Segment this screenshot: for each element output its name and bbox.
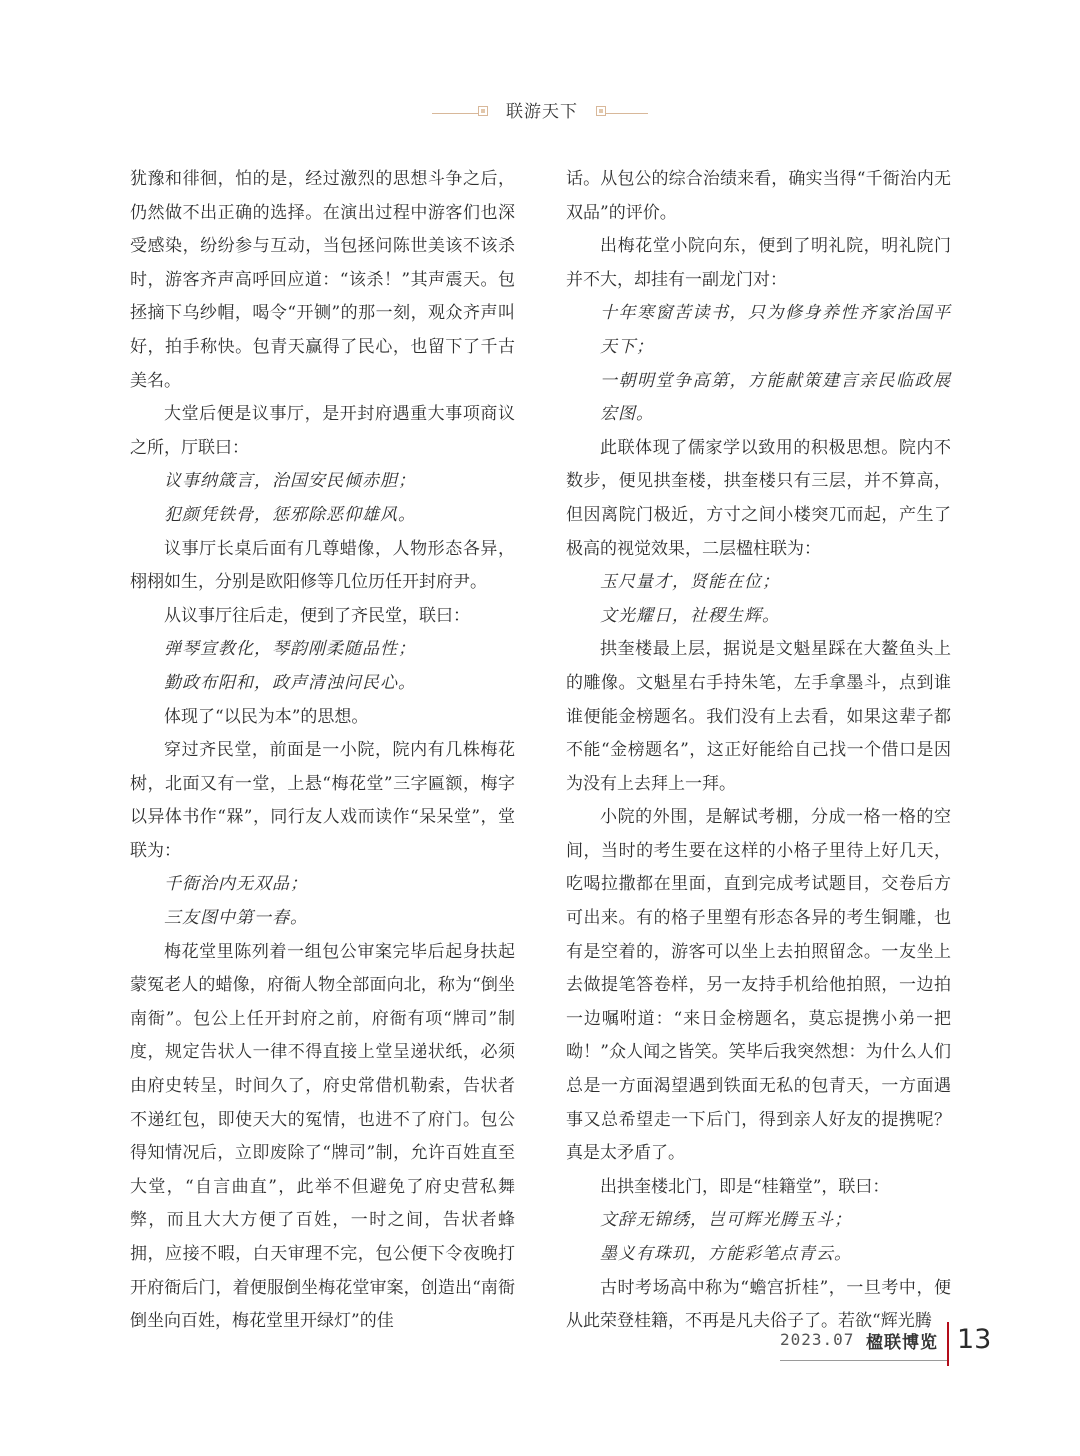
body-paragraph: 穿过齐民堂，前面是一小院，院内有几株梅花树，北面又有一堂，上悬“梅花堂”三字匾额，梅字以异体书作“槑”，同行友人戏而读作“呆呆堂”，堂联为： [130, 740, 515, 861]
body-paragraph: 古时考场高中称为“蟾宫折桂”，一旦考中，便从此荣登桂籍，不再是凡夫俗子了。若欲“辉光腾 [566, 1277, 951, 1332]
body-paragraph: 从议事厅往后走，便到了齐民堂，联曰： [164, 605, 470, 626]
couplet-line: 十年寒窗苦读书，只为修身养性齐家治国平天下； [600, 303, 951, 357]
body-paragraph-continued: 犹豫和徘徊，怕的是，经过激烈的思想斗争之后，仍然做不出正确的选择。在演出过程中游客们也深受感染，纷纷参与互动，当包拯问陈世美该不该杀时，游客齐声高呼回应道：“该杀！”其声震天。包拯摘下乌纱帽，喝令“开铡”的那一刻，观众齐声叫好，拍手称快。包青天赢得了民心，也留下了千古美名。 [130, 169, 515, 391]
page-number: 13 [957, 1324, 992, 1355]
left-text-column [130, 163, 515, 1339]
section-header [0, 98, 1080, 128]
couplet-line: 三友图中第一春。 [164, 908, 308, 929]
issue-date: 2023.07 [780, 1330, 855, 1349]
couplet-line: 弹琴宣教化，琴韵刚柔随品性； [164, 639, 416, 660]
page-footer [0, 1322, 1080, 1382]
footer-rule [780, 1360, 948, 1361]
body-paragraph: 小院的外围，是解试考棚，分成一格一格的空间，当时的考生要在这样的小格子里待上好几天，吃喝拉撒都在里面，直到完成考试题目，交卷后方可出来。有的格子里塑有形态各异的考生铜雕，也有是空着的，游客可以坐上去拍照留念。一友坐上去做提笔答卷样，另一友持手机给他拍照，一边拍一边嘱咐道：“来日金榜题名，莫忘提携小弟一把呦！”众人闻之皆笑。笑毕后我突然想：为什么人们总是一方面渴望遇到铁面无私的包青天，一方面遇事又总希望走一下后门，得到亲人好友的提携呢？真是太矛盾了。 [566, 807, 951, 1164]
magazine-name: 楹联博览 [866, 1333, 938, 1353]
couplet-line: 犯颜凭铁骨，惩邪除恶仰雄风。 [164, 504, 416, 525]
couplet-line: 墨义有珠玑，方能彩笔点青云。 [600, 1244, 852, 1264]
body-paragraph: 大堂后便是议事厅，是开封府遇重大事项商议之所，厅联曰： [130, 404, 515, 458]
body-paragraph: 体现了“以民为本”的思想。 [164, 706, 369, 727]
couplet-line: 玉尺量才，贤能在位； [600, 572, 780, 593]
header-ornament-right-icon [596, 106, 606, 116]
couplet-line: 议事纳箴言，治国安民倾赤胆； [164, 471, 416, 492]
couplet-line: 一朝明堂争高第，方能献策建言亲民临政展宏图。 [600, 370, 951, 425]
body-paragraph: 拱奎楼最上层，据说是文魁星踩在大鳌鱼头上的雕像。文魁星右手持朱笔，左手拿墨斗，点到谁谁便能金榜题名。我们没有上去看，如果这辈子都不能“金榜题名”，这正好能给自己找一个借口是因为没有上去拜上一拜。 [566, 639, 951, 794]
section-title: 联游天下 [506, 102, 578, 122]
header-rule-right [606, 113, 648, 114]
right-text-column [566, 163, 951, 1339]
footer-accent-bar [947, 1322, 949, 1366]
body-paragraph: 梅花堂里陈列着一组包公审案完毕后起身扶起蒙冤老人的蜡像，府衙人物全部面向北，称为“倒坐南衙”。包公上任开封府之前，府衙有项“牌司”制度，规定告状人一律不得直接上堂呈递状纸，必须由府史转呈，时间久了，府史常借机勒索，告状者不递红包，即使天大的冤情，也进不了府门。包公得知情况后，立即废除了“牌司”制，允许百姓直至大堂，“自言曲直”，此举不但避免了府史营私舞弊，而且大大方便了百姓，一时之间，告状者蜂拥，应接不暇，白天审理不完，包公便下令夜晚打开府衙后门，着便服倒坐梅花堂审案，创造出“南衙倒坐向百姓，梅花堂里开绿灯”的佳 [130, 941, 515, 1332]
body-paragraph: 出梅花堂小院向东，便到了明礼院，明礼院门并不大，却挂有一副龙门对： [566, 236, 951, 290]
couplet-line: 文光耀日，社稷生辉。 [600, 605, 780, 626]
body-paragraph: 出拱奎楼北门，即是“桂籍堂”，联曰： [600, 1176, 890, 1197]
body-paragraph: 此联体现了儒家学以致用的积极思想。院内不数步，便见拱奎楼，拱奎楼只有三层，并不算高，但因离院门极近，方寸之间小楼突兀而起，产生了极高的视觉效果，二层楹柱联为： [566, 437, 951, 559]
header-rule-left [432, 113, 478, 114]
couplet-line: 千衙治内无双品； [164, 874, 308, 895]
body-paragraph-continued: 话。从包公的综合治绩来看，确实当得“千衙治内无双品”的评价。 [566, 169, 951, 223]
body-paragraph: 议事厅长桌后面有几尊蜡像，人物形态各异，栩栩如生，分别是欧阳修等几位历任开封府尹。 [130, 538, 515, 593]
header-ornament-left-icon [478, 106, 488, 116]
couplet-line: 勤政布阳和，政声清浊问民心。 [164, 672, 416, 693]
couplet-line: 文辞无锦绣，岂可辉光腾玉斗； [600, 1210, 852, 1231]
